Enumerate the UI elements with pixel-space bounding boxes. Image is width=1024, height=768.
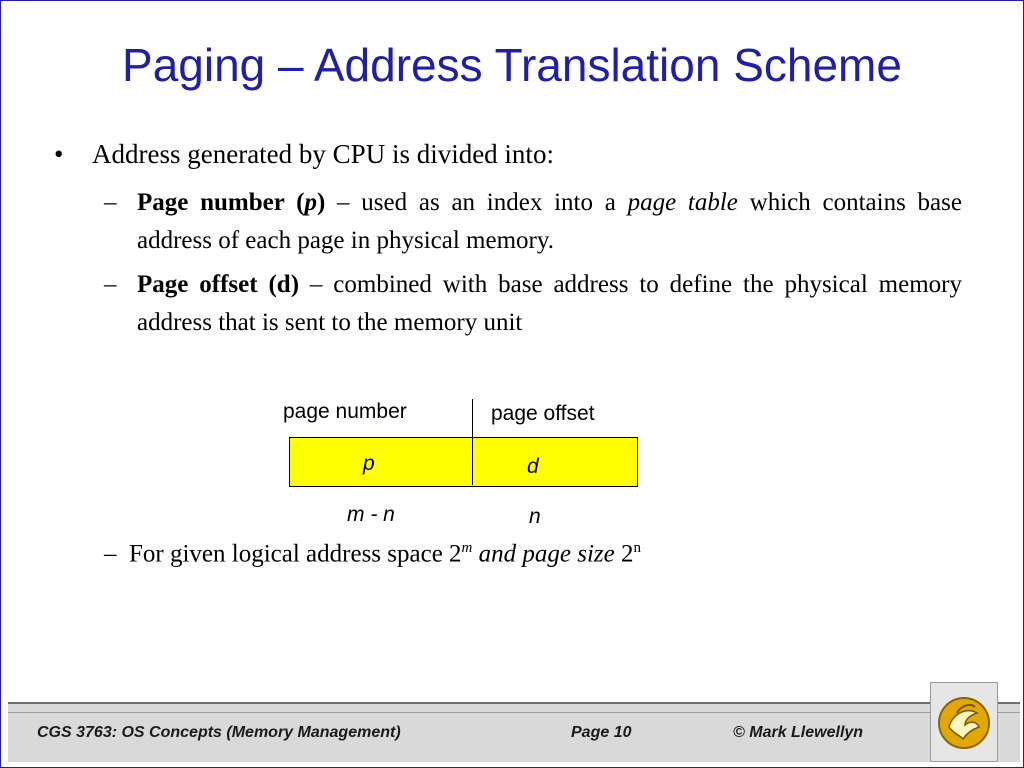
- bold-label: Page offset (d): [137, 271, 300, 298]
- footer-page: Page 10: [571, 724, 632, 741]
- sub-item-page-offset: [104, 266, 962, 342]
- address-box: [289, 437, 638, 487]
- sub-dash: –: [104, 540, 117, 568]
- sub-body: Page offset (d) – combined with base address to define the physical memory address that is sent to the memory unit: [137, 271, 962, 336]
- label-m-minus-n: m - n: [347, 503, 395, 526]
- footer-author: © Mark Llewellyn: [733, 724, 864, 741]
- label-n: n: [529, 505, 541, 528]
- italic-term: page table: [627, 189, 738, 216]
- sub-item-address-space: – For given logical address space 2$^m$ and page size 2$^n$: [104, 540, 641, 568]
- cell-d: d: [527, 455, 539, 478]
- label-page-offset: page offset: [491, 402, 595, 425]
- logo-box: [930, 682, 998, 762]
- cell-p: p: [363, 452, 375, 475]
- footer-line: [8, 712, 1020, 713]
- bullet-item: [54, 139, 554, 170]
- slide-title: Paging – Address Translation Scheme: [122, 39, 902, 91]
- bold-label: Page number (p): [137, 189, 326, 216]
- pegasus-logo-icon: [931, 683, 997, 761]
- sub-item-page-number: [104, 184, 962, 260]
- label-page-number: page number: [283, 400, 407, 423]
- sub-dash: –: [104, 189, 117, 216]
- bullet-marker: •: [54, 139, 64, 169]
- address-divider: [472, 399, 473, 485]
- sub-dash: –: [104, 271, 117, 298]
- sub-body: Page number (p) – used as an index into a page table which contains base address of each page in physical memory.: [137, 189, 962, 254]
- footer-course: CGS 3763: OS Concepts (Memory Management): [37, 724, 401, 741]
- bullet-text: Address generated by CPU is divided into:: [92, 139, 554, 169]
